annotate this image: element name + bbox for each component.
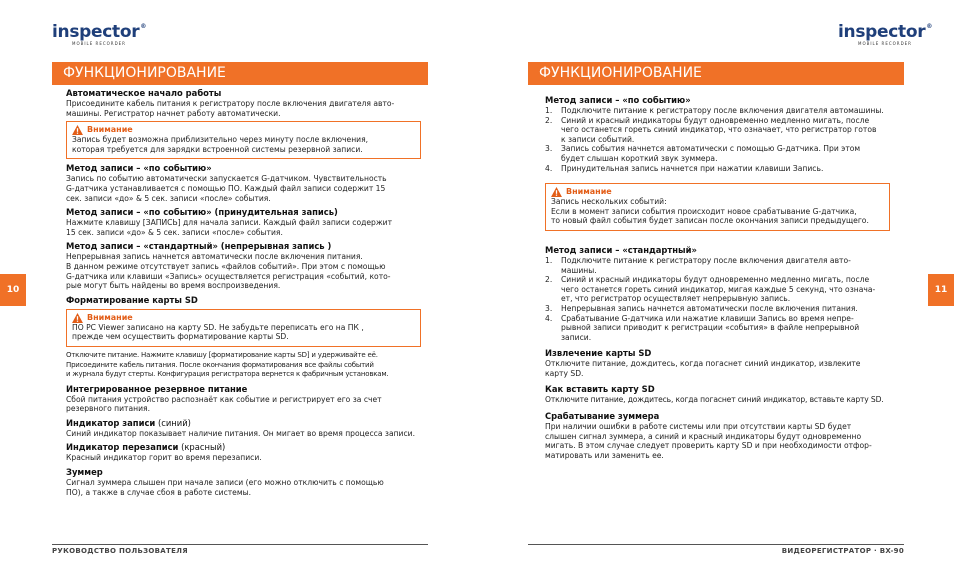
section-title: Метод записи – «по событию» [545, 95, 691, 105]
left-page-content: Автоматическое начало работы Присоедините кабель питания к регистратору после включения двигателя авто- машины. Регистратор начнет работу автоматически. Внимание Запись будет возможна приблизительно через минуту после включения, которая требуется для зарядки встроенной системы резервной записи. Метод записи – «по событию» Запись по событию автоматически запускается G-датчиком. Чувствительность G-датчика устанавливается с помощью ПО. Каждый файл записи содержит 15 сек. записи «до» & 5 сек. записи «после» события. Метод записи – «по событию» (принудительная запись) Нажмите клавишу [ЗАПИСЬ] для начала записи. Каждый файл записи содержит 15 сек. записи «до» & 5 сек. записи «после» события. Метод записи – «стандартный» (непрерывная запись ) Непрерывная запись начнется автоматически после включения питания. В данном режиме отсутствует запись «файлов событий». При этом с помощью G-датчика или клавиши «Запись» осуществляется регистрация «событий, кото- рые могут быть найдены во время воспроизведения. Форматирование карты SD Внимание ПО PC Viewer записано на карту SD. Не забудьте переписать его на ПК , прежде чем осуществить форматирование карты SD. Отключите питание. Нажмите клавишу [форматирование карты SD] и удерживайте её. Присоедините кабель питания. После окончания форматирования все файлы событий и журнала будут стерты. Конфигурация регистратора вернется к фабричным установкам. Интегрированное резервное питание Сбой питания устройство распознаёт как событие и регистрирует его за счет резервного питания. Индикатор записи (синий) Синий индикатор показывает наличие питания. Он мигает во время процесса записи. Индикатор перезаписи (красный) Красный индикатор горит во время перезаписи. Зуммер Сигнал зуммера слышен при начале записи (его можно отключить с помощью ПО), а также в случае сбоя в работе системы. [66, 88, 421, 497]
numbered-list [545, 106, 890, 173]
section-title: Метод записи – «стандартный» [545, 244, 697, 255]
list-item: 4. Срабатывание G-датчика или нажатие клавиши Запись во время непре- рывной записи приводит к регистрации «события» в файле непрерывной записи. [545, 313, 860, 342]
section-banner: ФУНКЦИОНИРОВАНИЕ [52, 62, 428, 85]
logo: inspector® MOBILE RECORDER [52, 22, 147, 46]
section-title: Индикатор записи (синий) [66, 417, 191, 428]
footer-text: РУКОВОДСТВО ПОЛЬЗОВАТЕЛЯ [52, 547, 188, 555]
section-title: Извлечение карты SD [545, 348, 652, 359]
list-item: 2. Синий и красный индикаторы будут одновременно медленно мигать, после чего останется гореть синий индикатор, что означает, что регистратор готов к записи событий. [545, 115, 877, 144]
page-number: 10 [0, 274, 26, 306]
warning-box: Внимание Запись будет возможна приблизительно через минуту после включения, которая требуется для зарядки встроенной системы резервной записи. [66, 121, 421, 159]
section-title: Метод записи – «стандартный» (непрерывная запись ) [66, 241, 332, 252]
section-title: Метод записи – «по событию» [66, 163, 212, 174]
list-item: 1. Подключите питание к регистратору после включения двигателя автомашины. [545, 106, 884, 115]
warning-icon [551, 187, 562, 197]
list-item: 3. Непрерывная запись начнется автоматически после включения питания. [545, 303, 858, 313]
footer-divider [528, 544, 904, 545]
right-page-content: Метод записи – «по событию» 1. Подключите питание к регистратору после включения двигателя автомашины. 2. Синий и красный индикаторы будут одновременно медленно мигать, после чего останется гореть синий индикатор, что означает, что регистратор готов к записи событий. 3. Запись события начнется автоматически с помощью G-датчика. При этом будет слышан короткий звук зуммера. 4. Принудительная запись начнется при нажатии клавиши Запись. Внимание Запись нескольких событий: Если в момент записи события происходит новое срабатывание G-датчика, то новый файл события будет записан после окончания записи предыдущего. Метод записи – «стандартный» 1. Подключите питание к регистратору после включения двигателя авто- машины. 2. Синий и красный индикаторы будут одновременно медленно мигать, после чего останется гореть синий индикатор, мигая каждые 5 секунд, что означа- ет, что регистратор осуществляет непрерывную запись. 3. Непрерывная запись начнется автоматически после включения питания. 4. Срабатывание G-датчика или нажатие клавиши Запись во время непре- рывной записи приводит к регистрации «события» в файле непрерывной записи. Извлечение карты SD Отключите питание, дождитесь, когда погаснет синий индикатор, извлеките карту SD. Как вставить карту SD Отключите питание, дождитесь, когда погаснет синий индикатор, вставьте карту SD. Срабатывание зуммера При наличии ошибки в работе системы или при отсутствии карты SD будет слышен сигнал зуммера, а синий и красный индикаторы будут одновременно мигать. В этом случае следует проверить карту SD и при необходимости отфор- матировать или заменить ее. [545, 95, 890, 460]
page-number: 11 [928, 274, 954, 306]
section-title: Метод записи – «по событию» (принудительная запись) [66, 207, 338, 218]
list-item: 2. Синий и красный индикаторы будут одновременно медленно мигать, после чего останется гореть синий индикатор, мигая каждые 5 секунд, что означа- ет, что регистратор осуществляет непрерывную запись. [545, 275, 876, 304]
section-title: Форматирование карты SD [66, 294, 198, 305]
section-title: Как вставить карту SD [545, 384, 655, 395]
footer-text: ВИДЕОРЕГИСТРАТОР · BX-90 [781, 547, 904, 555]
section-title: Зуммер [66, 467, 103, 478]
warning-icon [72, 313, 83, 323]
section-title: Срабатывание зуммера [545, 411, 660, 422]
section-title: Автоматическое начало работы [66, 88, 222, 98]
numbered-list [545, 256, 890, 342]
section-banner: ФУНКЦИОНИРОВАНИЕ [528, 62, 904, 85]
warning-icon [72, 125, 83, 135]
warning-box: Внимание ПО PC Viewer записано на карту SD. Не забудьте переписать его на ПК , прежде чем осуществить форматирование карты SD. [66, 309, 421, 347]
list-item: 4. Принудительная запись начнется при нажатии клавиши Запись. [545, 163, 824, 173]
section-title: Индикатор перезаписи (красный) [66, 442, 226, 453]
warning-box: Внимание Запись нескольких событий: Если в момент записи события происходит новое срабатывание G-датчика, то новый файл события будет записан после окончания записи предыдущего. [545, 183, 890, 231]
footer-divider [52, 544, 428, 545]
list-item: 3. Запись события начнется автоматически с помощью G-датчика. При этом будет слышан короткий звук зуммера. [545, 144, 861, 163]
logo: inspector® MOBILE RECORDER [838, 22, 933, 46]
list-item: 1. Подключите питание к регистратору после включения двигателя авто- машины. [545, 255, 851, 275]
section-title: Интегрированное резервное питание [66, 383, 248, 394]
